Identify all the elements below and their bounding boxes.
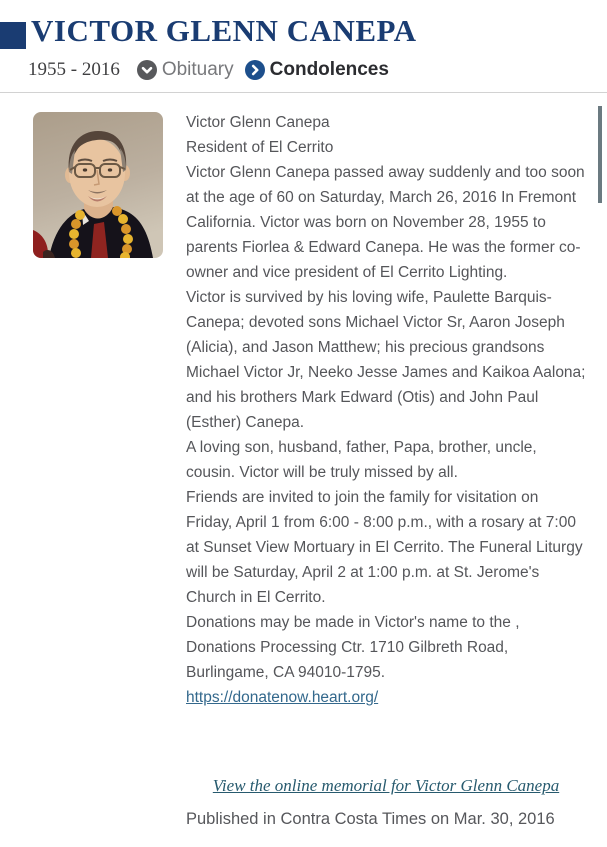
obituary-paragraph: Friends are invited to join the family for visitation on Friday, April 1 from 6:00 - 8:00 p.m., with a rosary at 7:00 at Sunset View Mortuary in El Cerrito. The Funeral Liturgy will be Saturday, April 2 at 1:00 p.m. at St. Jerome's Church in El Cerrito.: [186, 489, 583, 606]
obituary-text: [186, 110, 586, 710]
scrollbar-thumb[interactable]: [598, 106, 602, 203]
chevron-down-circle-icon: [137, 60, 157, 80]
obituary-paragraph: Resident of El Cerrito: [186, 139, 334, 156]
memorial-link-row: [186, 776, 586, 796]
obituary-paragraph: Victor is survived by his loving wife, Paulette Barquis-Canepa; devoted sons Michael Victor Sr, Aaron Joseph (Alicia), and Jason Matthew; his precious grandsons Michael Victor Jr, Neeko Jesse James and Kaikoa Aalona; and his brothers Mark Edward (Otis) and John Paul (Esther) Canepa.: [186, 289, 586, 431]
donation-link-line: [186, 685, 586, 710]
donation-link[interactable]: https://donatenow.heart.org/: [186, 689, 379, 706]
obituary-paragraph: Victor Glenn Canepa passed away suddenly and too soon at the age of 60 on Saturday, March 26, 2016 In Fremont California. Victor was born on November 28, 1955 to parents Fiorlea & Edward Canepa. He was the former co-owner and vice president of El Cerrito Lighting.: [186, 164, 585, 281]
obituary-nav-label: Obituary: [161, 59, 234, 80]
page-title: VICTOR GLENN CANEPA: [31, 13, 417, 48]
obituary-paragraph: Donations may be made in Victor's name to the , Donations Processing Ctr. 1710 Gilbreth Road, Burlingame, CA 94010-1795.: [186, 614, 520, 681]
life-years: 1955 - 2016: [28, 59, 120, 80]
obituary-paragraph: Victor Glenn Canepa: [186, 114, 330, 131]
condolences-nav-label: Condolences: [269, 59, 389, 80]
published-line: Published in Contra Costa Times on Mar. 30, 2016: [186, 810, 555, 828]
header-divider: [0, 92, 607, 93]
obituary-paragraph: A loving son, husband, father, Papa, brother, uncle, cousin. Victor will be truly missed by all.: [186, 439, 537, 481]
title-accent-square: [0, 22, 26, 49]
portrait-photo-graphic: [33, 112, 163, 258]
portrait-photo: [33, 112, 163, 258]
chevron-right-circle-icon: [245, 60, 265, 80]
obituary-nav-link[interactable]: [137, 59, 234, 81]
header-sub-row: [28, 57, 400, 83]
condolences-nav-link[interactable]: [245, 59, 389, 81]
memorial-link[interactable]: View the online memorial for Victor Glenn Canepa: [212, 776, 560, 795]
